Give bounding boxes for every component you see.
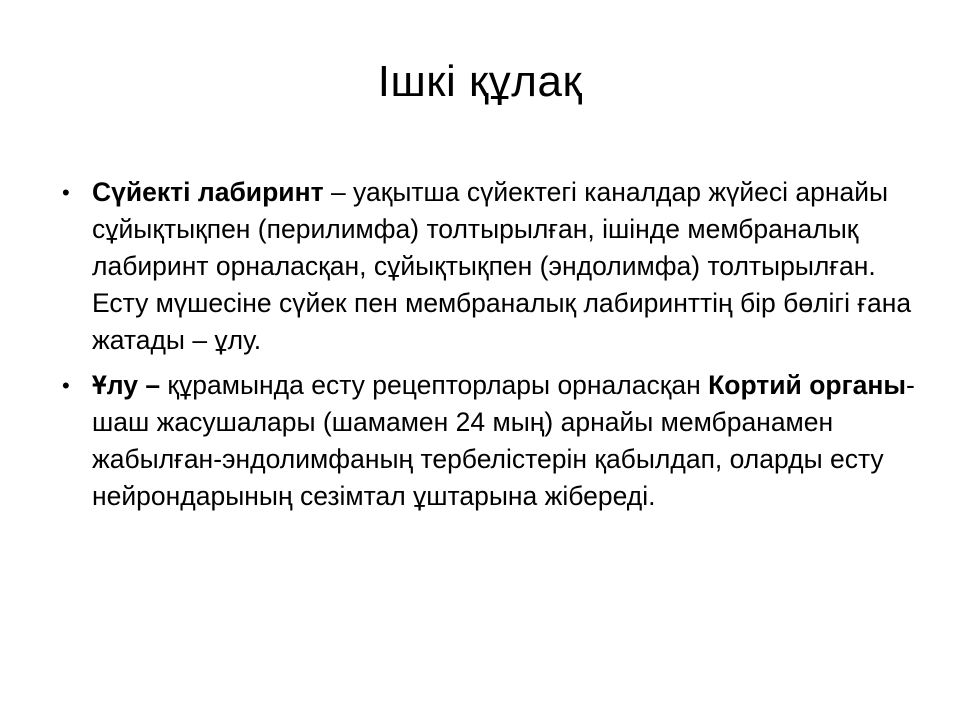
bullet-list: [56, 174, 916, 523]
bullet-icon: •: [62, 373, 70, 398]
definition-cochlea-part-2: -шаш жасушалары (шамамен 24 мың) арнайы мембранамен жабылған-эндолимфаның тербелістерін қабылдап, оларды есту нейрондарының сезімтал ұштарына жібереді.: [92, 370, 915, 511]
term-organ-of-corti: Кортий органы: [708, 370, 906, 400]
term-cochlea: Ұлу –: [92, 370, 161, 400]
slide-title: Ішкі құлақ: [377, 57, 583, 106]
bullet-icon: •: [62, 180, 70, 205]
definition-cochlea-part-1: құрамында есту рецепторлары орналасқан: [160, 370, 709, 400]
bullet-item-bony-labyrinth: [56, 174, 916, 359]
term-bony-labyrinth: Сүйекті лабиринт: [92, 177, 324, 207]
bullet-item-cochlea: [56, 367, 916, 515]
definition-bony-labyrinth: – уақытша сүйектегі каналдар жүйесі арнайы сұйықтықпен (перилимфа) толтырылған, ішінде мембраналық лабиринт орналасқан, сұйықтықпен (эндолимфа) толтырылған. Есту мүшесіне сүйек пен мембраналық лабиринттің бір бөлігі ғана жатады – ұлу.: [92, 177, 912, 355]
